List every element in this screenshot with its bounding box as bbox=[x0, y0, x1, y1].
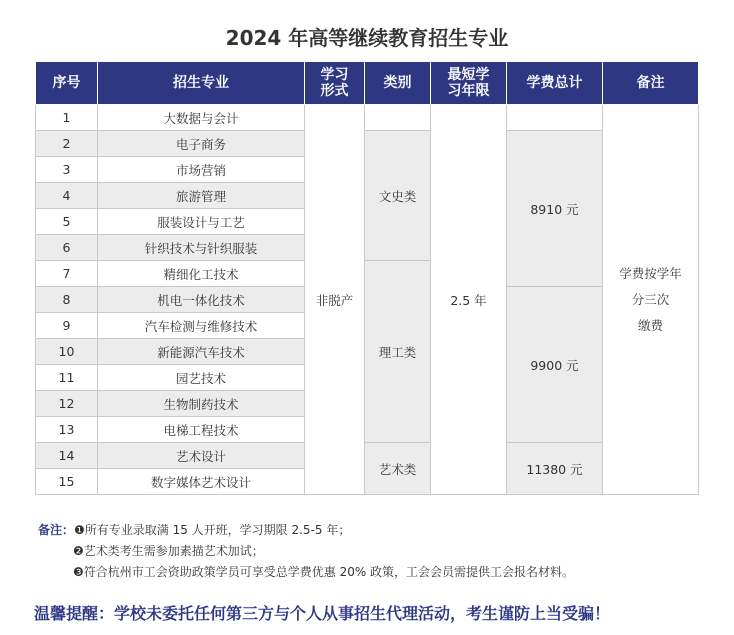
note-3: ❸符合杭州市工会资助政策学员可享受总学费优惠 20% 政策，工会会员需提供工会报名材料。 bbox=[73, 565, 575, 579]
remark-cell bbox=[603, 105, 699, 495]
header-remark: 备注 bbox=[603, 62, 699, 105]
header-index: 序号 bbox=[36, 62, 98, 105]
header-duration bbox=[431, 62, 507, 105]
row-index: 11 bbox=[36, 365, 98, 391]
row-index: 3 bbox=[36, 157, 98, 183]
row-index: 7 bbox=[36, 261, 98, 287]
row-index: 10 bbox=[36, 339, 98, 365]
warning-banner: 温馨提醒：学校未委托任何第三方与个人从事招生代理活动，考生谨防上当受骗！ bbox=[34, 604, 611, 623]
notes-section bbox=[38, 520, 574, 583]
row-major: 机电一体化技术 bbox=[98, 287, 305, 313]
row-major: 精细化工技术 bbox=[98, 261, 305, 287]
header-category: 类别 bbox=[365, 62, 431, 105]
row-index: 6 bbox=[36, 235, 98, 261]
header-duration-line2: 习年限 bbox=[447, 83, 490, 99]
row-major: 汽车检测与维修技术 bbox=[98, 313, 305, 339]
remark-line1: 学费按学年 bbox=[619, 265, 682, 281]
fee-arts-cell: 8910 元 bbox=[507, 131, 603, 287]
table-row bbox=[36, 131, 699, 157]
row-major: 生物制药技术 bbox=[98, 391, 305, 417]
category-art-cell: 艺术类 bbox=[365, 443, 431, 495]
header-duration-line1: 最短学 bbox=[447, 67, 490, 83]
row-index: 1 bbox=[36, 105, 98, 131]
note-2: ❷艺术类考生需参加素描艺术加试； bbox=[73, 544, 264, 558]
row-index: 8 bbox=[36, 287, 98, 313]
row-index: 4 bbox=[36, 183, 98, 209]
note-line-1 bbox=[38, 520, 574, 541]
header-fee: 学费总计 bbox=[507, 62, 603, 105]
duration-cell: 2.5 年 bbox=[431, 105, 507, 495]
row-index: 5 bbox=[36, 209, 98, 235]
row-major: 电子商务 bbox=[98, 131, 305, 157]
row-major: 旅游管理 bbox=[98, 183, 305, 209]
study-mode-cell: 非脱产 bbox=[305, 105, 365, 495]
note-1: ❶所有专业录取满 15 人开班，学习期限 2.5-5 年； bbox=[74, 523, 351, 537]
row-major: 新能源汽车技术 bbox=[98, 339, 305, 365]
notes-label: 备注： bbox=[38, 523, 75, 537]
header-mode bbox=[305, 62, 365, 105]
remark-line2: 分三次 bbox=[631, 291, 670, 307]
header-mode-line1: 学习 bbox=[320, 67, 349, 83]
row-major: 艺术设计 bbox=[98, 443, 305, 469]
row-major: 市场营销 bbox=[98, 157, 305, 183]
row-index: 9 bbox=[36, 313, 98, 339]
table-row bbox=[36, 105, 699, 131]
row-major: 电梯工程技术 bbox=[98, 417, 305, 443]
row-index: 2 bbox=[36, 131, 98, 157]
header-major: 招生专业 bbox=[98, 62, 305, 105]
row-index: 15 bbox=[36, 469, 98, 495]
remark-line3: 缴费 bbox=[637, 317, 663, 333]
row-major: 数字媒体艺术设计 bbox=[98, 469, 305, 495]
page-title: 2024 年高等继续教育招生专业 bbox=[225, 26, 509, 50]
row-major: 大数据与会计 bbox=[98, 105, 305, 131]
fee-blank-cell bbox=[507, 105, 603, 131]
row-major: 针织技术与针织服装 bbox=[98, 235, 305, 261]
enrollment-table bbox=[35, 61, 699, 495]
fee-art-cell: 11380 元 bbox=[507, 443, 603, 495]
row-index: 12 bbox=[36, 391, 98, 417]
category-science-cell: 理工类 bbox=[365, 261, 431, 443]
table-header-row bbox=[36, 62, 699, 105]
fee-science-cell: 9900 元 bbox=[507, 287, 603, 443]
row-index: 13 bbox=[36, 417, 98, 443]
table-row bbox=[36, 443, 699, 469]
row-major: 服装设计与工艺 bbox=[98, 209, 305, 235]
row-index: 14 bbox=[36, 443, 98, 469]
category-blank-cell bbox=[365, 105, 431, 131]
row-major: 园艺技术 bbox=[98, 365, 305, 391]
header-mode-line2: 形式 bbox=[320, 83, 349, 99]
category-arts-cell: 文史类 bbox=[365, 131, 431, 261]
